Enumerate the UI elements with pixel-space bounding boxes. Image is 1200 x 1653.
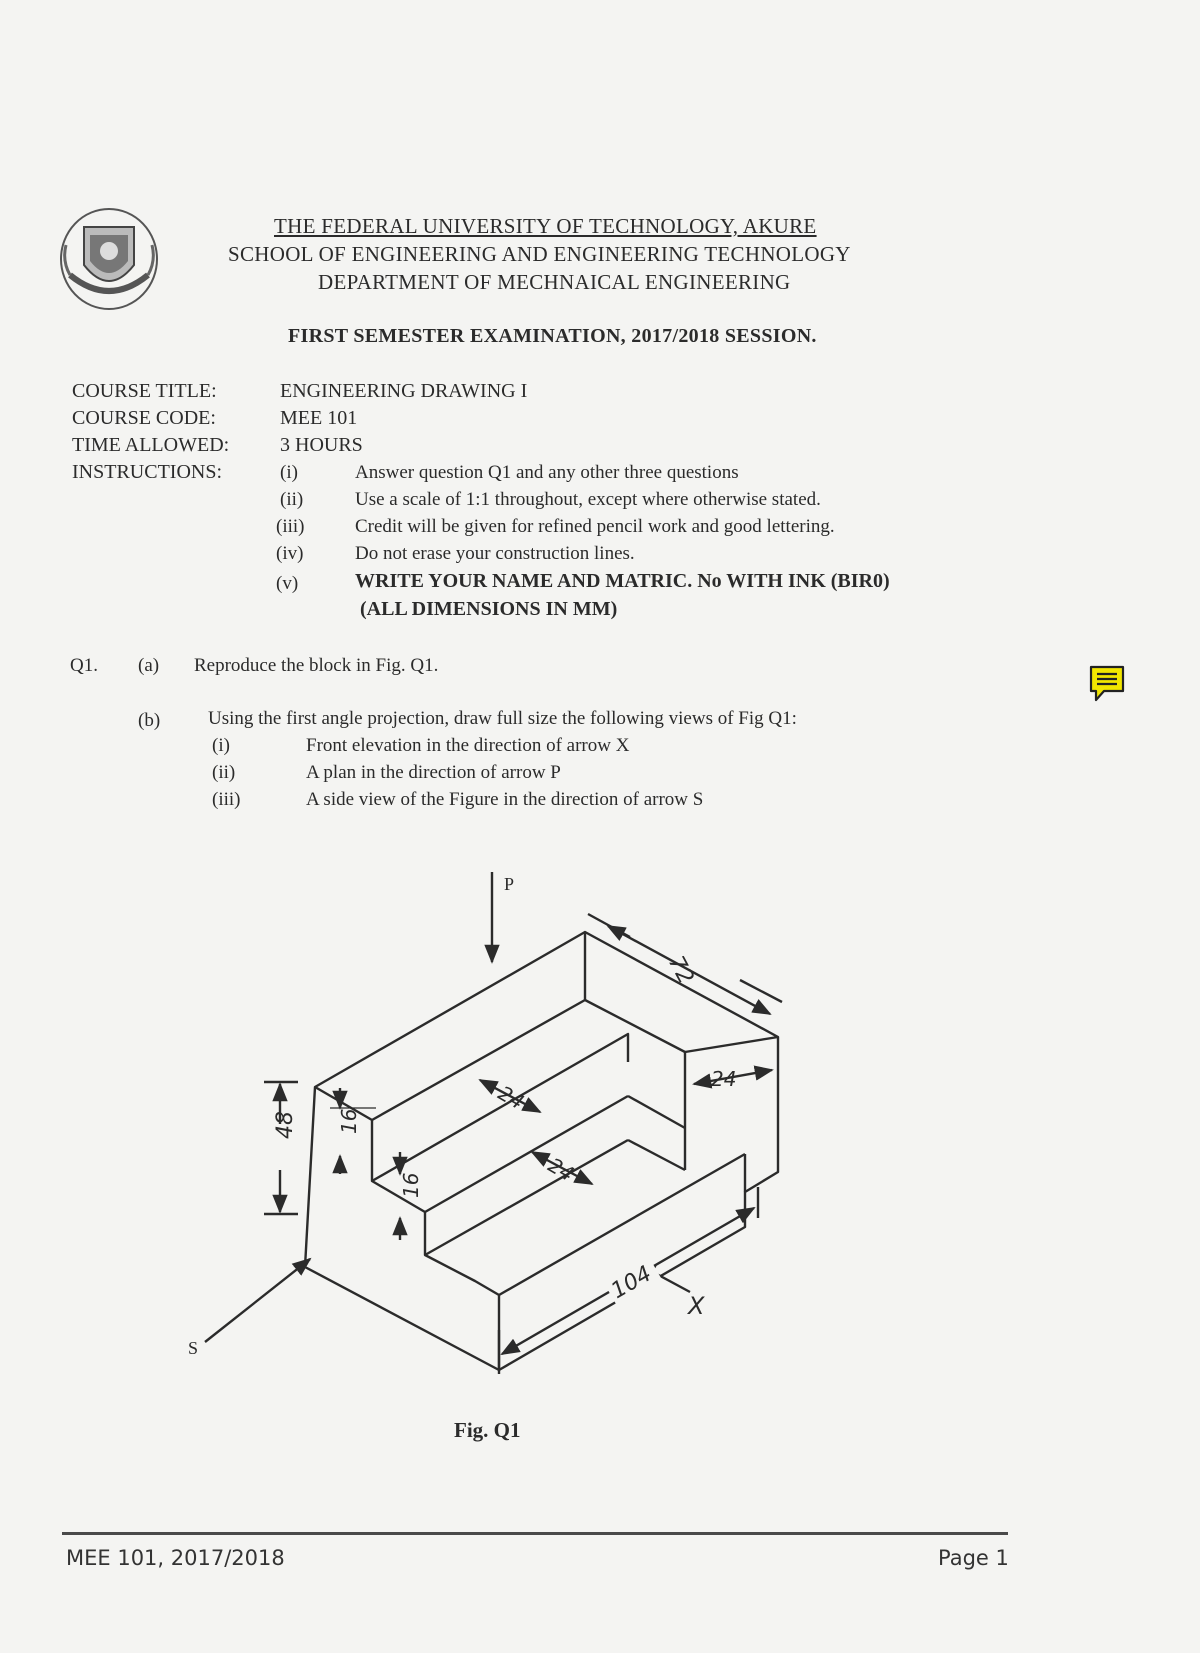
dimension-48: 48 [273,1111,298,1139]
instruction-text: Do not erase your construction lines. [355,543,635,564]
question-item-text: A plan in the direction of arrow P [306,762,561,783]
block-floor-back [628,1140,685,1170]
course-title-label: COURSE TITLE: [72,380,217,402]
university-crest-logo [56,205,162,313]
block-step-tread-front [425,1096,628,1212]
dimensions-note: (ALL DIMENSIONS IN MM) [360,598,618,620]
course-code-value: MEE 101 [280,407,358,429]
arrow-x-label: X [688,1292,705,1320]
instruction-num: (v) [276,573,299,594]
block-step-back [628,1096,685,1128]
question-part-b-text: Using the first angle projection, draw full size the following views of Fig Q1: [208,708,797,729]
figure-caption: Fig. Q1 [454,1418,521,1442]
dimension-16-top: 16 [337,1108,361,1134]
time-allowed-value: 3 HOURS [280,434,363,456]
dimension-72: 72 [662,952,699,989]
instruction-num: (i) [280,462,298,483]
isometric-block-figure [180,862,840,1422]
university-name: THE FEDERAL UNIVERSITY OF TECHNOLOGY, AKURE [274,214,817,238]
question-part-a-text: Reproduce the block in Fig. Q1. [194,655,439,676]
instruction-text: WRITE YOUR NAME AND MATRIC. No WITH INK (BIR0) [355,570,890,592]
footer-page-number: Page 1 [938,1546,1009,1570]
block-right-pillar-top [685,1037,778,1052]
instruction-text: Use a scale of 1:1 throughout, except where otherwise stated. [355,489,821,510]
question-item-num: (ii) [212,762,236,783]
question-part-b-label: (b) [138,710,161,731]
footer-course-year: MEE 101, 2017/2018 [66,1546,285,1570]
question-item-num: (i) [212,735,230,756]
question-item-text: Front elevation in the direction of arrow X [306,735,630,756]
comment-note-icon[interactable] [1088,664,1126,704]
question-number: Q1. [70,655,98,676]
course-code-label: COURSE CODE: [72,407,216,429]
block-step-riser [372,1034,628,1181]
question-item-num: (iii) [212,789,241,810]
dimension-104: 104 [607,1261,657,1305]
dimension-24-right: 24 [711,1067,737,1091]
instruction-text: Credit will be given for refined pencil work and good lettering. [355,516,835,537]
instruction-num: (iv) [276,543,304,564]
instructions-label: INSTRUCTIONS: [72,461,223,483]
question-item-text: A side view of the Figure in the direction of arrow S [306,789,704,810]
dimension-16-bottom: 16 [399,1172,423,1198]
block-outline [305,932,778,1370]
instruction-text: Answer question Q1 and any other three questions [355,462,739,483]
dimension-24-upper: 24 [494,1080,529,1115]
department-name: DEPARTMENT OF MECHNAICAL ENGINEERING [318,270,791,294]
arrow-s [205,1259,310,1342]
question-part-a-label: (a) [138,655,160,676]
arrow-s-label: S [188,1338,199,1358]
time-allowed-label: TIME ALLOWED: [72,434,230,456]
exam-title: FIRST SEMESTER EXAMINATION, 2017/2018 SESSION. [288,325,817,347]
dimension-24-lower: 24 [544,1152,579,1187]
instruction-num: (ii) [280,489,304,510]
instruction-num: (iii) [276,516,305,537]
course-title-value: ENGINEERING DRAWING I [280,380,528,402]
arrow-p-label: P [504,874,515,894]
school-name: SCHOOL OF ENGINEERING AND ENGINEERING TECHNOLOGY [228,242,851,266]
footer-rule [62,1532,1008,1535]
